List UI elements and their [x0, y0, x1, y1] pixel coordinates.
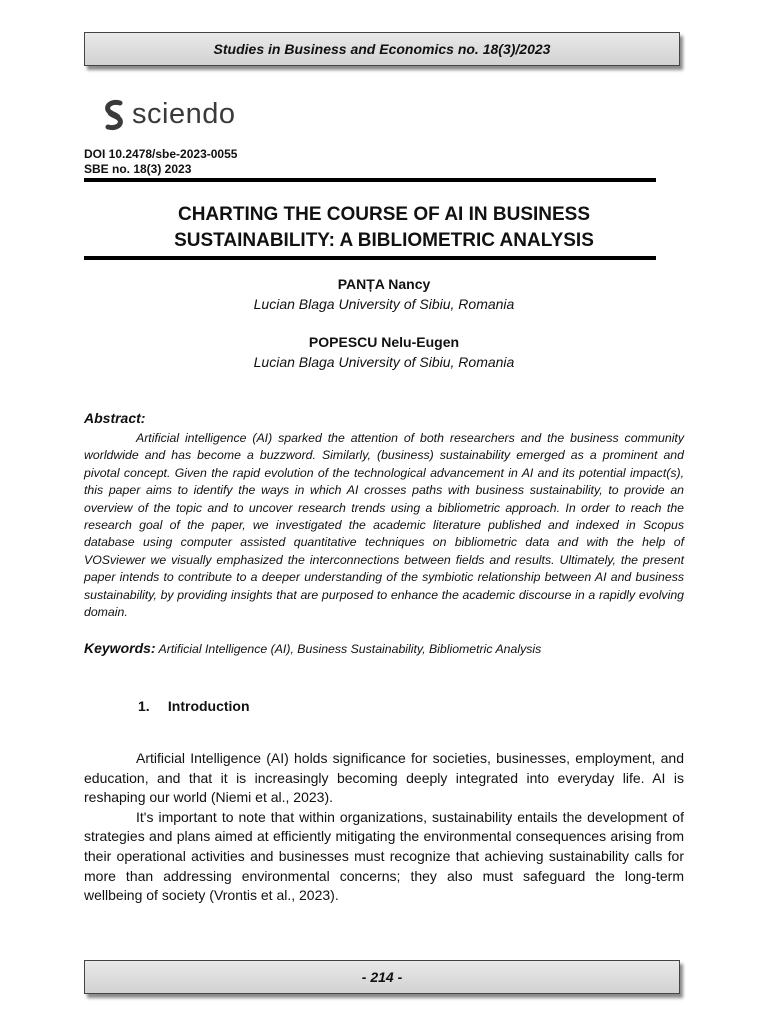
section-heading	[138, 698, 250, 714]
divider-bottom	[84, 256, 656, 260]
doi: DOI 10.2478/sbe-2023-0055	[84, 147, 238, 161]
author-block	[84, 332, 684, 372]
author-affiliation: Lucian Blaga University of Sibiu, Romania	[253, 354, 515, 370]
body-text	[84, 749, 684, 906]
keywords-label: Keywords:	[84, 640, 156, 656]
abstract-text: Artificial intelligence (AI) sparked the attention of both researchers and the business community worldwide and has become a buzzword. Similarly, (business) sustainability emerged as a prominent and pivotal concept. Given the rapid evolution of the technological advancement in AI and its potential impact(s), this paper aims to identify the ways in which AI crosses paths with business sustainability, to provide an overview of the topic and to uncover research trends using a bibliometric approach. In order to reach the research goal of the paper, we investigated the academic literature published and indexed in Scopus database using computer assisted quantitative techniques on bibliometric data and with the help of VOSviewer we visually emphasized the interconnections between fields and results. Ultimately, the present paper intends to contribute to a deeper understanding of the symbiotic relationship between AI and business sustainability, by providing insights that are purposed to enhance the academic discourse in a rapidly evolving domain.	[84, 431, 684, 620]
page-footer	[84, 960, 680, 994]
author-name: PANȚA Nancy	[337, 276, 431, 292]
author-affiliation: Lucian Blaga University of Sibiu, Romania	[253, 296, 515, 312]
page-number: - 214 -	[361, 969, 403, 985]
article-meta	[84, 147, 237, 177]
divider-top	[84, 178, 656, 182]
section-title: Introduction	[167, 698, 250, 714]
abstract-heading: Abstract:	[84, 410, 146, 426]
section-number: 1.	[138, 698, 150, 714]
keywords-text: Artificial Intelligence (AI), Business Sustainability, Bibliometric Analysis	[158, 642, 542, 656]
issue-number: SBE no. 18(3) 2023	[84, 162, 192, 176]
title-line-2: SUSTAINABILITY: A BIBLIOMETRIC ANALYSIS	[174, 230, 594, 251]
paragraph: It's important to note that within organizations, sustainability entails the development of strategies and plans aimed at efficiently mitigating the environmental consequences arising from their operational activities and businesses must recognize that achieving sustainability calls for more than addressing environmental concerns; they also must safeguard the long-term wellbeing of society (Vrontis et al., 2023).	[84, 808, 684, 904]
journal-title: Studies in Business and Economics no. 18(3)/2023	[213, 41, 551, 57]
author-block	[84, 274, 684, 314]
sciendo-logo-icon	[102, 99, 126, 131]
title-line-1: CHARTING THE COURSE OF AI IN BUSINESS	[177, 204, 591, 225]
author-name: POPESCU Nelu-Eugen	[308, 334, 460, 350]
publisher-logo	[102, 98, 235, 131]
logo-text: sciendo	[132, 98, 236, 130]
paragraph: Artificial Intelligence (AI) holds significance for societies, businesses, employment, and education, and that it is increasingly becoming deeply integrated into everyday life. AI is reshaping our world (Niemi et al., 2023).	[84, 750, 684, 806]
keywords	[84, 640, 541, 656]
paper-title	[84, 202, 684, 254]
journal-header	[84, 32, 680, 66]
